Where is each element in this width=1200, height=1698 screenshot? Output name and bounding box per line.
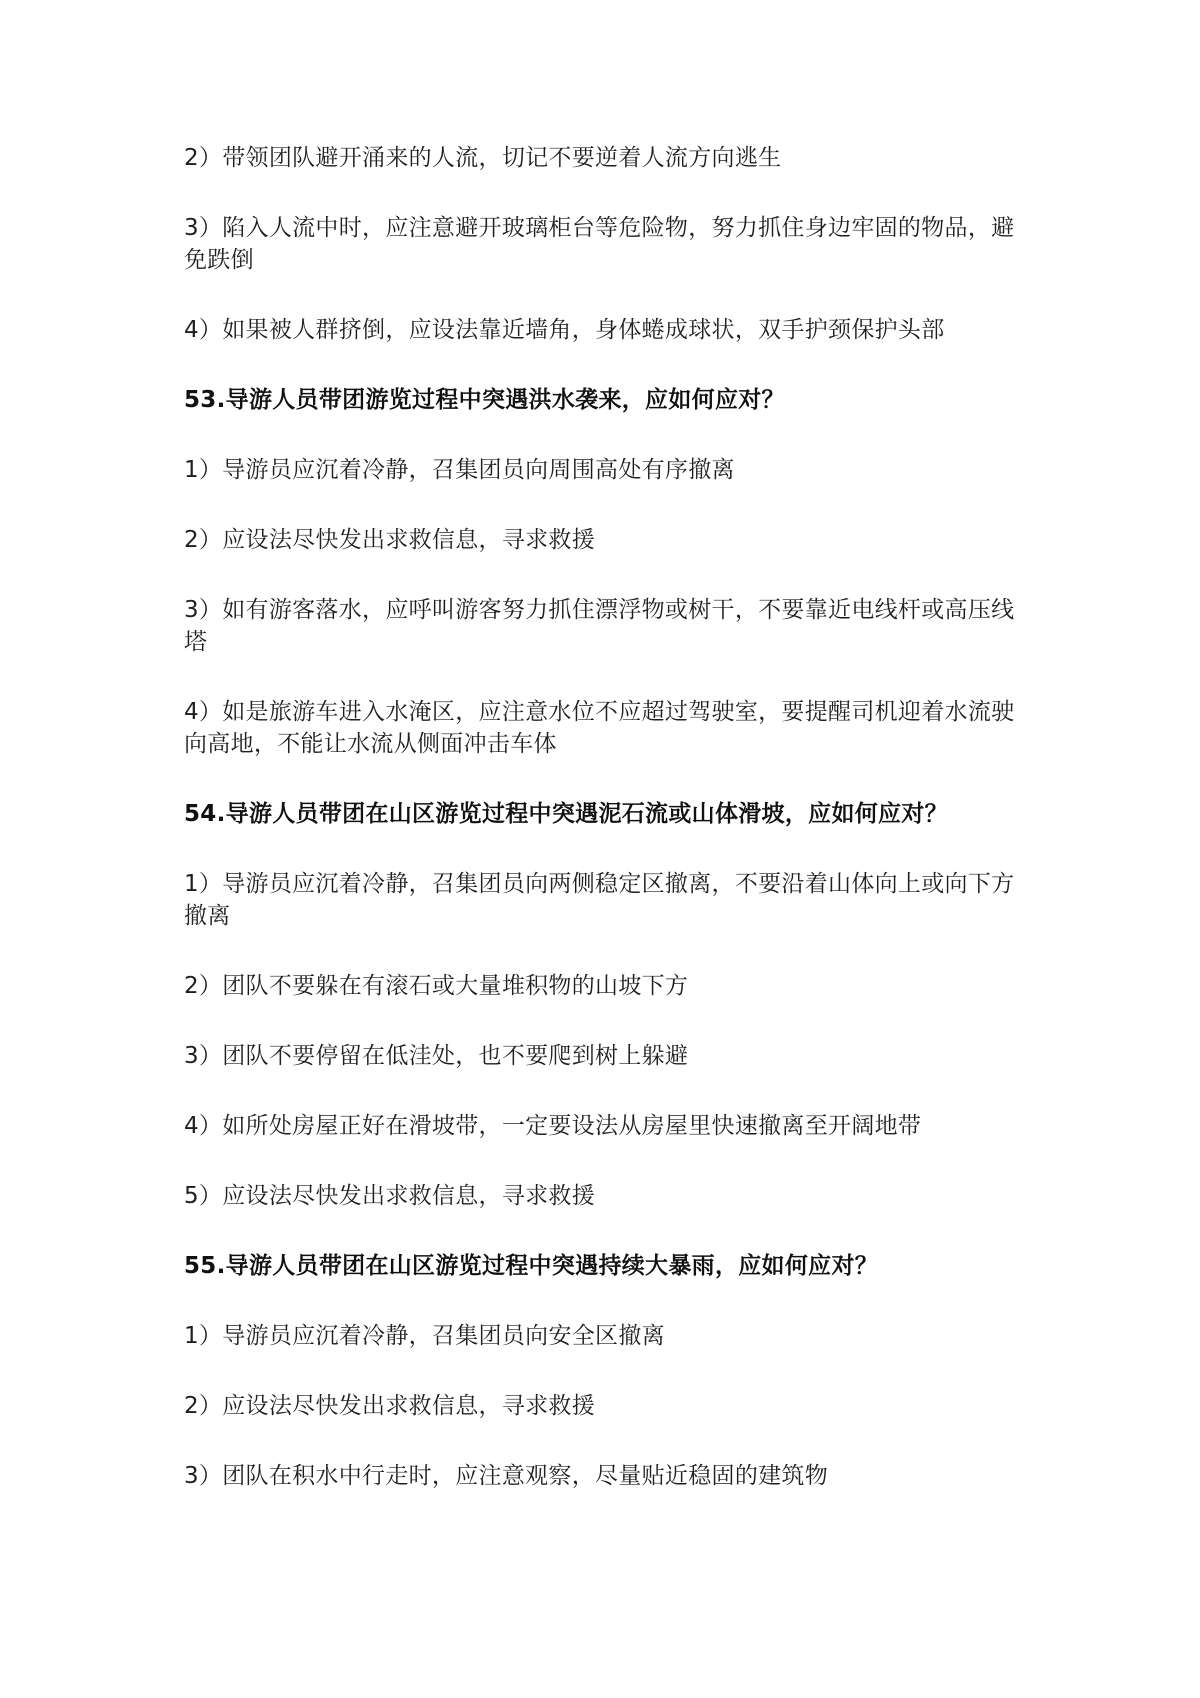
paragraph-landslide-2: 2）团队不要躲在有滚石或大量堆积物的山坡下方	[184, 973, 689, 999]
paragraph-flood-2: 2）应设法尽快发出求救信息，寻求救援	[184, 527, 596, 553]
paragraph-rainstorm-2: 2）应设法尽快发出求救信息，寻求救援	[184, 1393, 596, 1419]
question-54-heading: 54.导游人员带团在山区游览过程中突遇泥石流或山体滑坡，应如何应对？	[184, 801, 948, 827]
paragraph-flood-1: 1）导游员应沉着冷静，召集团员向周围高处有序撤离	[184, 457, 735, 483]
paragraph-flood-3: 3）如有游客落水，应呼叫游客努力抓住漂浮物或树干，不要靠近电线杆或高压线塔	[184, 597, 1015, 655]
document-page	[184, 142, 1024, 1530]
paragraph-landslide-4: 4）如所处房屋正好在滑坡带，一定要设法从房屋里快速撤离至开阔地带	[184, 1113, 922, 1139]
paragraph-landslide-1: 1）导游员应沉着冷静，召集团员向两侧稳定区撤离，不要沿着山体向上或向下方撤离	[184, 871, 1015, 929]
paragraph-crowd-3: 3）陷入人流中时，应注意避开玻璃柜台等危险物，努力抓住身边牢固的物品，避免跌倒	[184, 215, 1015, 273]
question-53-heading: 53.导游人员带团游览过程中突遇洪水袭来，应如何应对？	[184, 387, 785, 413]
paragraph-crowd-2: 2）带领团队避开涌来的人流，切记不要逆着人流方向逃生	[184, 145, 782, 171]
paragraph-rainstorm-3: 3）团队在积水中行走时，应注意观察，尽量贴近稳固的建筑物	[184, 1463, 829, 1489]
paragraph-landslide-5: 5）应设法尽快发出求救信息，寻求救援	[184, 1183, 596, 1209]
paragraph-landslide-3: 3）团队不要停留在低洼处，也不要爬到树上躲避	[184, 1043, 689, 1069]
question-55-heading: 55.导游人员带团在山区游览过程中突遇持续大暴雨，应如何应对？	[184, 1253, 879, 1279]
paragraph-flood-4: 4）如是旅游车进入水淹区，应注意水位不应超过驾驶室，要提醒司机迎着水流驶向高地，不能让水流从侧面冲击车体	[184, 699, 1015, 757]
paragraph-crowd-4: 4）如果被人群挤倒，应设法靠近墙角，身体蜷成球状，双手护颈保护头部	[184, 317, 945, 343]
paragraph-rainstorm-1: 1）导游员应沉着冷静，召集团员向安全区撤离	[184, 1323, 665, 1349]
